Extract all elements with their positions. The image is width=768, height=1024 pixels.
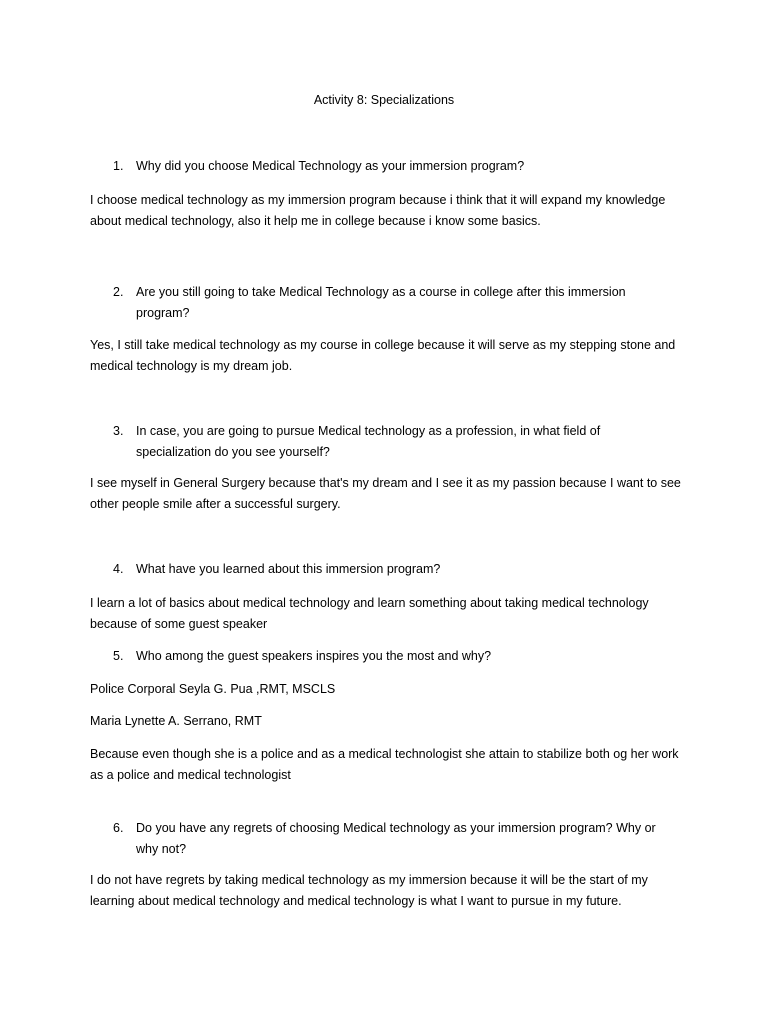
- question-5: [113, 646, 673, 667]
- question-text: Why did you choose Medical Technology as your immersion program?: [136, 159, 525, 173]
- answer-4: I learn a lot of basics about medical technology and learn something about taking medical technology because of some guest speaker: [90, 596, 649, 631]
- answer-3: I see myself in General Surgery because that's my dream and I see it as my passion because I want to see other people smile after a successful surgery.: [90, 476, 681, 511]
- question-2: [113, 282, 673, 324]
- page-title: Activity 8: Specializations: [313, 93, 455, 107]
- question-text: What have you learned about this immersion program?: [136, 562, 441, 576]
- question-number: 2.: [113, 285, 124, 299]
- question-number: 6.: [113, 821, 124, 835]
- question-text: In case, you are going to pursue Medical technology as a profession, in what field of specialization do you see yourself?: [136, 424, 601, 459]
- answer-5-line-3: Because even though she is a police and as a medical technologist she attain to stabilize both og her work as a police and medical technologist: [90, 747, 679, 782]
- answer-5-line-1: Police Corporal Seyla G. Pua ,RMT, MSCLS: [90, 682, 336, 696]
- answer-2: Yes, I still take medical technology as my course in college because it will serve as my stepping stone and medical technology is my dream job.: [90, 338, 676, 373]
- question-text: Are you still going to take Medical Technology as a course in college after this immersion program?: [136, 285, 626, 320]
- question-number: 5.: [113, 649, 124, 663]
- question-text: Who among the guest speakers inspires you the most and why?: [136, 649, 492, 663]
- question-number: 3.: [113, 424, 124, 438]
- answer-1: I choose medical technology as my immersion program because i think that it will expand my knowledge about medical technology, also it help me in college because i know some basics.: [90, 193, 666, 228]
- answer-6: I do not have regrets by taking medical technology as my immersion because it will be the start of my learning about medical technology and medical technology is what I want to pursue in my future.: [90, 873, 648, 908]
- question-6: [113, 818, 673, 860]
- question-3: [113, 421, 673, 463]
- question-text: Do you have any regrets of choosing Medical technology as your immersion program? Why or why not?: [136, 821, 656, 856]
- answer-5-line-2: Maria Lynette A. Serrano, RMT: [90, 714, 262, 728]
- question-4: [113, 559, 673, 580]
- question-number: 1.: [113, 159, 124, 173]
- question-1: [113, 156, 673, 177]
- question-number: 4.: [113, 562, 124, 576]
